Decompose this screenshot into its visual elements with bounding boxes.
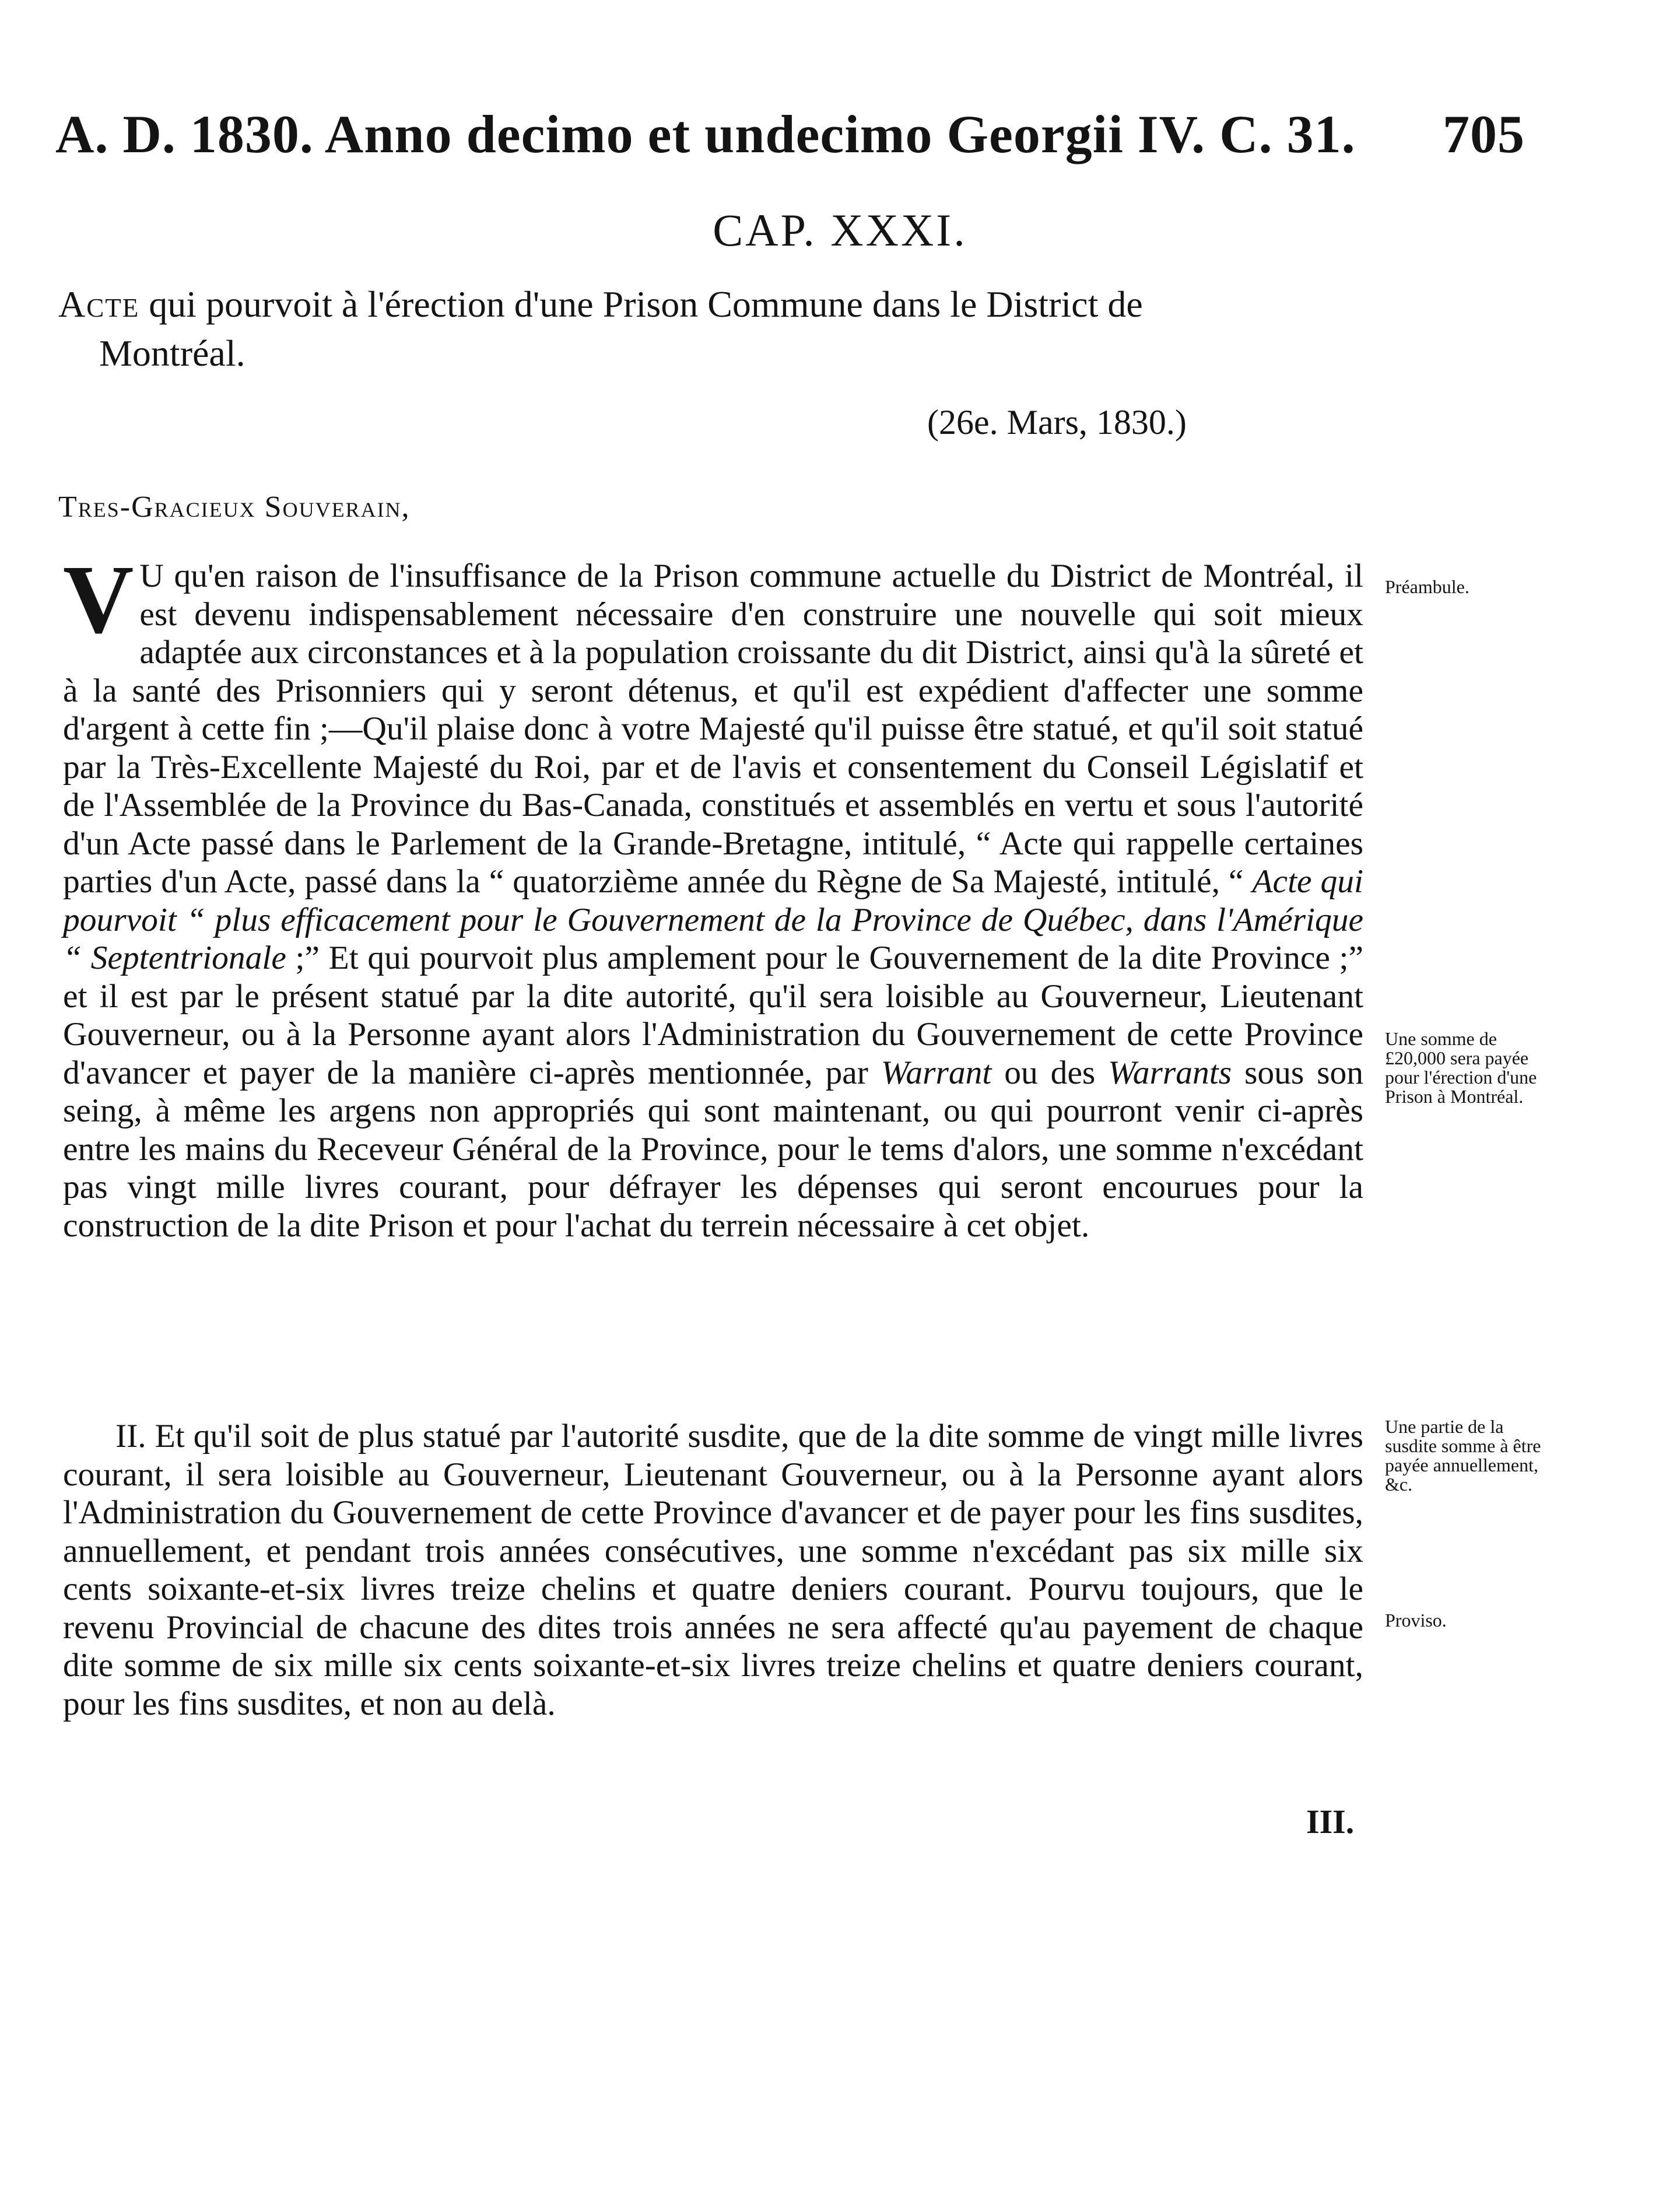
act-title-text: qui pourvoit à l'érection d'une Prison Commune dans le District de bbox=[149, 283, 1143, 325]
page-number: 705 bbox=[1443, 104, 1525, 164]
act-title bbox=[58, 280, 1365, 378]
running-head bbox=[55, 93, 1525, 175]
preamble-italic-title: Acte qui pourvoit “ plus efficacement pour le Gouvernement de la Province de Québec, dans l'Amérique “ Septentrionale bbox=[63, 863, 1363, 976]
preamble-text-part3: ou des bbox=[1004, 1054, 1096, 1091]
preamble-text-part2: ;” Et qui pourvoit plus amplement pour le Gouvernement de la dite Province ;” et il est par le présent statué par la dite autorité, qu'il sera loisible au Gouverneur, Lieutenant Gouverneur, ou à la Personne ayant alors l'Administration du Gouvernement de cette Province d'avancer et payer de la manière ci-après mentionnée, par bbox=[63, 940, 1364, 1091]
preamble-paragraph bbox=[63, 545, 1364, 1245]
act-title-continuation: Montréal. bbox=[99, 332, 245, 374]
margin-note-portion: Une partie de la susdite somme à être payée annuellement, &c. bbox=[1385, 1416, 1541, 1495]
margin-note-preamble: Préambule. bbox=[1385, 576, 1469, 597]
section-two-paragraph bbox=[63, 1417, 1363, 1723]
warrant-term: Warrant bbox=[881, 1054, 992, 1091]
margin-note-proviso: Proviso. bbox=[1385, 1610, 1447, 1631]
catchword: III. bbox=[1306, 1803, 1355, 1841]
salutation: Tres-Gracieux Souverain, bbox=[58, 490, 411, 524]
section-number: II. bbox=[115, 1418, 146, 1455]
running-head-title: A. D. 1830. Anno decimo et undecimo Georgii IV. C. 31. bbox=[55, 104, 1356, 164]
act-title-lead-word: Acte bbox=[58, 283, 140, 325]
preamble-text-part1: U qu'en raison de l'insuffisance de la Prison commune actuelle du District de Montréal, il est devenu indispensablement nécessaire d'en construire une nouvelle qui soit mieux adaptée aux circonstances et à la population croissante du dit District, ainsi qu'à la sûreté et à la santé des Prisonniers qui y seront détenus, et qu'il est expédient d'affecter une somme d'argent à cette fin ;—Qu'il plaise donc à votre Majesté qu'il puisse être statué, et qu'il soit statué par la Très-Excellente Majesté du Roi, par et de l'avis et consentement du Conseil Législatif et de l'Assemblée de la Province du Bas-Canada, constitués et assemblés en vertu et sous l'autorité d'un Acte passé dans le Parlement de la Grande-Bretagne, intitulé, “ Acte qui rappelle certaines parties d'un Acte, passé dans la “ quatorzième année du Règne de Sa Majesté, intitulé, “ bbox=[63, 558, 1363, 900]
chapter-title: CAP. XXXI. bbox=[713, 205, 967, 255]
warrants-term: Warrants bbox=[1108, 1054, 1232, 1091]
act-date: (26e. Mars, 1830.) bbox=[927, 403, 1187, 441]
preamble-text-part4: sous son seing, à même les argens non appropriés qui sont maintenant, ou qui pourront venir ci-après entre les mains du Receveur Général de la Province, pour le tems d'alors, une somme n'excédant pas vingt mille livres courant, pour défrayer les dépenses qui seront encourues pour la construction de la dite Prison et pour l'achat du terrein nécessaire à cet objet. bbox=[63, 1054, 1364, 1244]
drop-cap: V bbox=[63, 545, 134, 654]
section-two-text: Et qu'il soit de plus statué par l'autorité susdite, que de la dite somme de vingt mille livres courant, il sera loisible au Gouverneur, Lieutenant Gouverneur, ou à la Personne ayant alors l'Administration du Gouvernement de cette Province d'avancer et de payer pour les fins susdites, annuellement, et pendant trois années consécutives, une somme n'excédant pas six mille six cents soixante-et-six livres treize chelins et quatre deniers courant. Pourvu toujours, que le revenu Provincial de chacune des dites trois années ne sera affecté qu'au payement de chaque dite somme de six mille six cents soixante-et-six livres treize chelins et quatre deniers courant, pour les fins susdites, et non au delà. bbox=[63, 1418, 1364, 1722]
margin-note-sum: Une somme de £20,000 sera payée pour l'érection d'une Prison à Montréal. bbox=[1385, 1028, 1537, 1107]
